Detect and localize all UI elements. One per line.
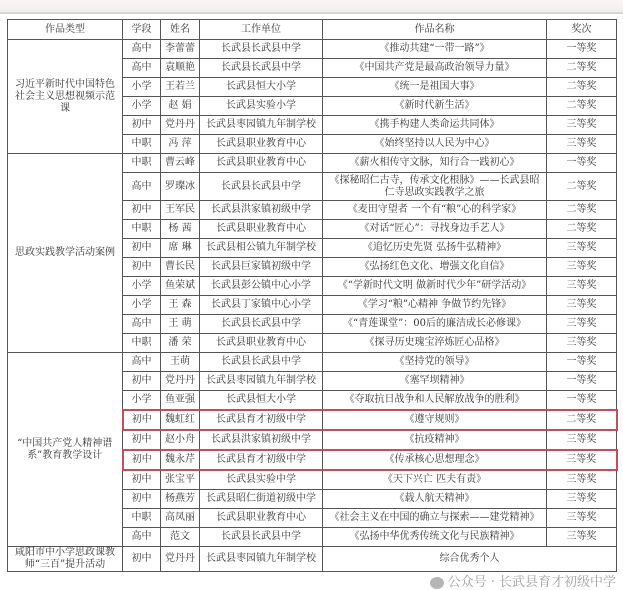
award-cell: 三等奖 [547,528,617,547]
unit-cell: 长武县长武县中学 [200,353,323,372]
name-cell: 王 森 [161,296,200,315]
work-cell: 《遵守规则》 [323,410,547,430]
name-cell: 李蕾蕾 [161,40,200,59]
award-cell: 三等奖 [547,430,617,450]
name-cell: 张宝平 [161,470,200,490]
level-cell: 中职 [123,154,161,173]
level-cell: 初中 [123,372,161,391]
award-cell: 三等奖 [547,470,617,490]
name-cell: 党丹丹 [161,116,200,135]
unit-cell: 长武县职业教育中心 [200,154,323,173]
level-cell: 小学 [123,78,161,97]
name-cell: 潘 荣 [161,334,200,353]
name-cell: 高凤丽 [161,509,200,528]
work-cell: 《“学新时代文明 做新时代少年”研学活动》 [323,277,547,296]
work-cell: 《薪火相传守文脉，知行合一践初心》 [323,154,547,173]
level-cell: 初中 [123,470,161,490]
award-cell: 二等奖 [547,59,617,78]
header-work: 作品名称 [323,20,547,40]
header-category: 作品类型 [8,20,123,40]
work-cell: 《推动共建“一带一路”》 [323,40,547,59]
work-cell: 《中国共产党是最高政治领导力量》 [323,59,547,78]
name-cell: 党丹丹 [161,372,200,391]
level-cell: 初中 [123,490,161,509]
work-cell: 《始终坚持以人民为中心》 [323,135,547,154]
work-cell: 《夺取抗日战争和人民解放战争的胜利》 [323,391,547,411]
table-row [8,353,617,372]
category-cell: 习近平新时代中国特色社会主义思想视频示范课 [8,40,123,154]
level-cell: 高中 [123,40,161,59]
work-cell: 《新时代新生活》 [323,97,547,116]
level-cell: 中职 [123,135,161,154]
level-cell: 高中 [123,59,161,78]
work-cell: 《抗疫精神》 [323,430,547,450]
table-header [8,20,617,40]
work-cell: 《载人航天精神》 [323,490,547,509]
unit-cell: 长武县育才初级中学 [200,410,323,430]
unit-cell: 长武县相公镇九年制学校 [200,239,323,258]
award-cell: 二等奖 [547,201,617,220]
award-cell: 一等奖 [547,372,617,391]
name-cell: 罗璨冰 [161,173,200,201]
unit-cell: 长武县长武县中学 [200,173,323,201]
unit-cell: 长武县职业教育中心 [200,220,323,239]
work-cell: 《追忆历史先贤 弘扬牛弘精神》 [323,239,547,258]
level-cell: 初中 [123,239,161,258]
unit-cell: 长武县丁家镇中心小学 [200,296,323,315]
work-cell: 《对话“匠心”：寻找身边手艺人》 [323,220,547,239]
work-cell: 《天下兴亡 匹夫有责》 [323,470,547,490]
table-row [8,154,617,173]
unit-cell: 长武县彭公镇中心小学 [200,277,323,296]
award-cell: 三等奖 [547,277,617,296]
table-row [8,40,617,59]
level-cell: 小学 [123,296,161,315]
award-cell: 三等奖 [547,334,617,353]
work-cell: 综合优秀个人 [323,547,617,572]
unit-cell: 长武县育才初级中学 [200,450,323,470]
award-cell: 二等奖 [547,220,617,239]
award-cell: 三等奖 [547,296,617,315]
work-cell: 《学习“粮”心精神 争做节约先锋》 [323,296,547,315]
unit-cell: 长武县枣园镇九年制学校 [200,116,323,135]
award-cell: 二等奖 [547,78,617,97]
award-cell: 一等奖 [547,353,617,372]
name-cell: 魏虹红 [161,410,200,430]
award-cell: 一等奖 [547,40,617,59]
work-cell: 《携手构建人类命运共同体》 [323,116,547,135]
unit-cell: 长武县实验中学 [200,470,323,490]
level-cell: 小学 [123,391,161,411]
name-cell: 鱼荣斌 [161,277,200,296]
level-cell: 中职 [123,509,161,528]
award-cell: 三等奖 [547,258,617,277]
level-cell: 初中 [123,258,161,277]
work-cell: 《“青莲课堂”：00后的廉洁成长必修课》 [323,315,547,334]
name-cell: 席 琳 [161,239,200,258]
work-cell: 《弘扬红色文化、增强文化自信》 [323,258,547,277]
award-cell: 二等奖 [547,97,617,116]
unit-cell: 长武县枣园镇九年制学校 [200,547,323,572]
work-cell: 《探秘昭仁古寺，传承文化根脉》——长武县昭仁寺思政实践教学之旅 [323,173,547,201]
header-unit: 工作单位 [200,20,323,40]
top-bar [0,0,623,14]
table-row [8,547,617,572]
unit-cell: 长武县长武县中学 [200,315,323,334]
name-cell: 赵 娟 [161,97,200,116]
level-cell: 初中 [123,116,161,135]
work-cell: 《传承核心思想理念》 [323,450,547,470]
award-cell: 二等奖 [547,410,617,430]
level-cell: 中职 [123,334,161,353]
category-cell: 思政实践教学活动案例 [8,154,123,353]
unit-cell: 长武县长武县中学 [200,40,323,59]
level-cell: 初中 [123,430,161,450]
unit-cell: 长武县长武县中学 [200,59,323,78]
name-cell: 鱼亚强 [161,391,200,411]
level-cell: 高中 [123,173,161,201]
unit-cell: 长武县洪家镇初级中学 [200,201,323,220]
unit-cell: 长武县实验小学 [200,97,323,116]
awards-table [7,19,618,572]
unit-cell: 长武县职业教育中心 [200,334,323,353]
name-cell: 杨 茜 [161,220,200,239]
name-cell: 王若兰 [161,78,200,97]
name-cell: 党丹丹 [161,547,200,572]
level-cell: 高中 [123,315,161,334]
name-cell: 曹云峰 [161,154,200,173]
unit-cell: 长武县职业教育中心 [200,135,323,154]
unit-cell: 长武县职业教育中心 [200,509,323,528]
category-cell: “中国共产党人精神谱系”教育教学设计 [8,353,123,547]
header-award: 奖次 [547,20,617,40]
award-cell: 三等奖 [547,315,617,334]
level-cell: 中职 [123,220,161,239]
award-cell: 一等奖 [547,154,617,173]
name-cell: 王萌 [161,353,200,372]
name-cell: 王 萌 [161,315,200,334]
unit-cell: 长武县枣园镇九年制学校 [200,372,323,391]
work-cell: 《社会主义在中国的确立与探索——建党精神》 [323,509,547,528]
name-cell: 曹长民 [161,258,200,277]
work-cell: 《弘扬中华优秀传统文化与民族精神》 [323,528,547,547]
level-cell: 高中 [123,528,161,547]
work-cell: 《探寻历史瑰宝淬炼匠心品格》 [323,334,547,353]
level-cell: 小学 [123,277,161,296]
award-cell: 二等奖 [547,173,617,201]
unit-cell: 长武县恒大小学 [200,391,323,411]
award-cell: 三等奖 [547,490,617,509]
name-cell: 王军民 [161,201,200,220]
header-level: 学段 [123,20,161,40]
work-cell: 《统一是祖国大事》 [323,78,547,97]
award-cell: 三等奖 [547,116,617,135]
unit-cell: 长武县恒大小学 [200,78,323,97]
content [7,19,616,590]
name-cell: 范文 [161,528,200,547]
name-cell: 袁顺艳 [161,59,200,78]
level-cell: 初中 [123,410,161,430]
unit-cell: 长武县昭仁街道初级中学 [200,490,323,509]
name-cell: 赵小舟 [161,430,200,450]
award-cell: 三等奖 [547,509,617,528]
name-cell: 杨燕芳 [161,490,200,509]
wechat-icon [430,577,444,589]
level-cell: 小学 [123,97,161,116]
award-cell: 一等奖 [547,391,617,411]
header-name: 姓名 [161,20,200,40]
level-cell: 初中 [123,201,161,220]
unit-cell: 长武县洪家镇初级中学 [200,430,323,450]
name-cell: 魏永芹 [161,450,200,470]
unit-cell: 长武县长武县中学 [200,528,323,547]
award-cell: 三等奖 [547,135,617,154]
level-cell: 初中 [123,450,161,470]
work-cell: 《坚持党的领导》 [323,353,547,372]
level-cell: 高中 [123,353,161,372]
category-cell: 咸阳市中小学思政课教师“三百”提升活动 [8,547,123,572]
work-cell: 《麦田守望者 一个有“粮”心的科学家》 [323,201,547,220]
work-cell: 《塞罕坝精神》 [323,372,547,391]
watermark: 公众号 · 长武县育才初级中学 [7,575,616,590]
level-cell: 初中 [123,547,161,572]
award-cell: 三等奖 [547,239,617,258]
name-cell: 冯 萍 [161,135,200,154]
award-cell: 三等奖 [547,450,617,470]
unit-cell: 长武县巨家镇初级中学 [200,258,323,277]
